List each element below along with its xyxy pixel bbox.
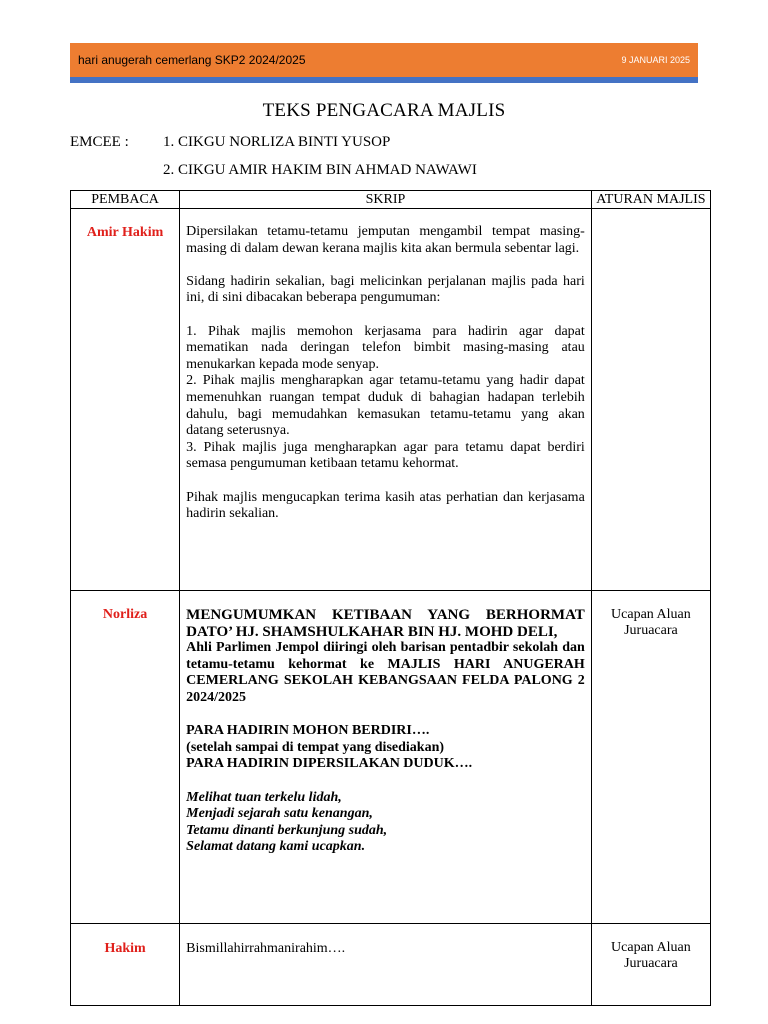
emcee-name-2: 2. CIKGU AMIR HAKIM BIN AHMAD NAWAWI [163,162,477,178]
stand-instruction: PARA HADIRIN MOHON BERDIRI…. [186,723,430,739]
table-header-row [71,191,711,209]
page-header-band [70,43,698,77]
arrival-details: Ahli Parlimen Jempol diiringi oleh barisan pentadbir sekolah dan tetamu-tetamu kehormat ke MAJLIS HARI ANUGERAH CEMERLANG SEKOLAH KEBANGSAAN FELDA PALONG 2 2024/2025 [186,640,585,705]
announcement-item: 2. Pihak majlis mengharapkan agar tetamu-tetamu yang hadir dapat memenuhkan ruangan tempat duduk di bahagian hadapan terlebih dahulu, bagi memudahkan kemasukan tetamu-tetamu yang akan datang seterusnya. [186,373,585,439]
opening-line: Bismillahirrahmanirahim…. [186,941,346,956]
table-row [71,591,711,924]
script-paragraph: Dipersilakan tetamu-tetamu jemputan mengambil tempat masing-masing di dalam dewan kerana majlis kita akan bermula sebentar lagi. [186,224,585,256]
header-rules: ATURAN MAJLIS [591,191,710,209]
reader-name: Amir Hakim [71,209,180,591]
script-text [180,924,592,1006]
header-divider [70,77,698,83]
reader-name: Norliza [71,591,180,924]
table-row [71,924,711,1006]
rules-cell: Ucapan Aluan Juruacara [591,924,710,1006]
pantun-line: Menjadi sejarah satu kenangan, [186,806,373,822]
sit-instruction: PARA HADIRIN DIPERSILAKAN DUDUK…. [186,756,473,772]
script-paragraph: Sidang hadirin sekalian, bagi melicinkan perjalanan majlis pada hari ini, di sini dibacakan beberapa pengumuman: [186,273,585,306]
header-reader: PEMBACA [71,191,180,209]
script-table [70,190,711,1006]
script-text [180,591,592,924]
announcement-item: 3. Pihak majlis juga mengharapkan agar para tetamu dapat berdiri semasa pengumuman ketibaan tetamu kehormat. [186,439,585,472]
reader-name: Hakim [71,924,180,1006]
script-text [180,209,592,591]
script-paragraph: Pihak majlis mengucapkan terima kasih atas perhatian dan kerjasama hadirin sekalian. [186,489,585,522]
stand-note: (setelah sampai di tempat yang disediakan) [186,739,445,755]
announcement-item: 1. Pihak majlis memohon kerjasama para hadirin agar dapat mematikan nada deringan telefon bimbit masing-masing atau menukarkan kepada mode senyap. [186,323,585,372]
header-script: SKRIP [180,191,592,209]
pantun-line: Selamat datang kami ucapkan. [186,839,366,855]
arrival-announcement: MENGUMUMKAN KETIBAAN YANG BERHORMAT DATO’ HJ. SHAMSHULKAHAR BIN HJ. MOHD DELI, [186,607,585,640]
table-row [71,209,711,591]
rules-cell [591,209,710,591]
pantun-line: Tetamu dinanti berkunjung sudah, [186,822,388,838]
header-title: hari anugerah cemerlang SKP2 2024/2025 [78,53,306,67]
pantun-line: Melihat tuan terkelu lidah, [186,789,342,805]
emcee-label: EMCEE : [70,134,129,150]
emcee-name-1: 1. CIKGU NORLIZA BINTI YUSOP [163,134,391,150]
rules-cell: Ucapan Aluan Juruacara [591,591,710,924]
document-title: TEKS PENGACARA MAJLIS [262,100,506,121]
header-date: 9 JANUARI 2025 [621,55,690,65]
